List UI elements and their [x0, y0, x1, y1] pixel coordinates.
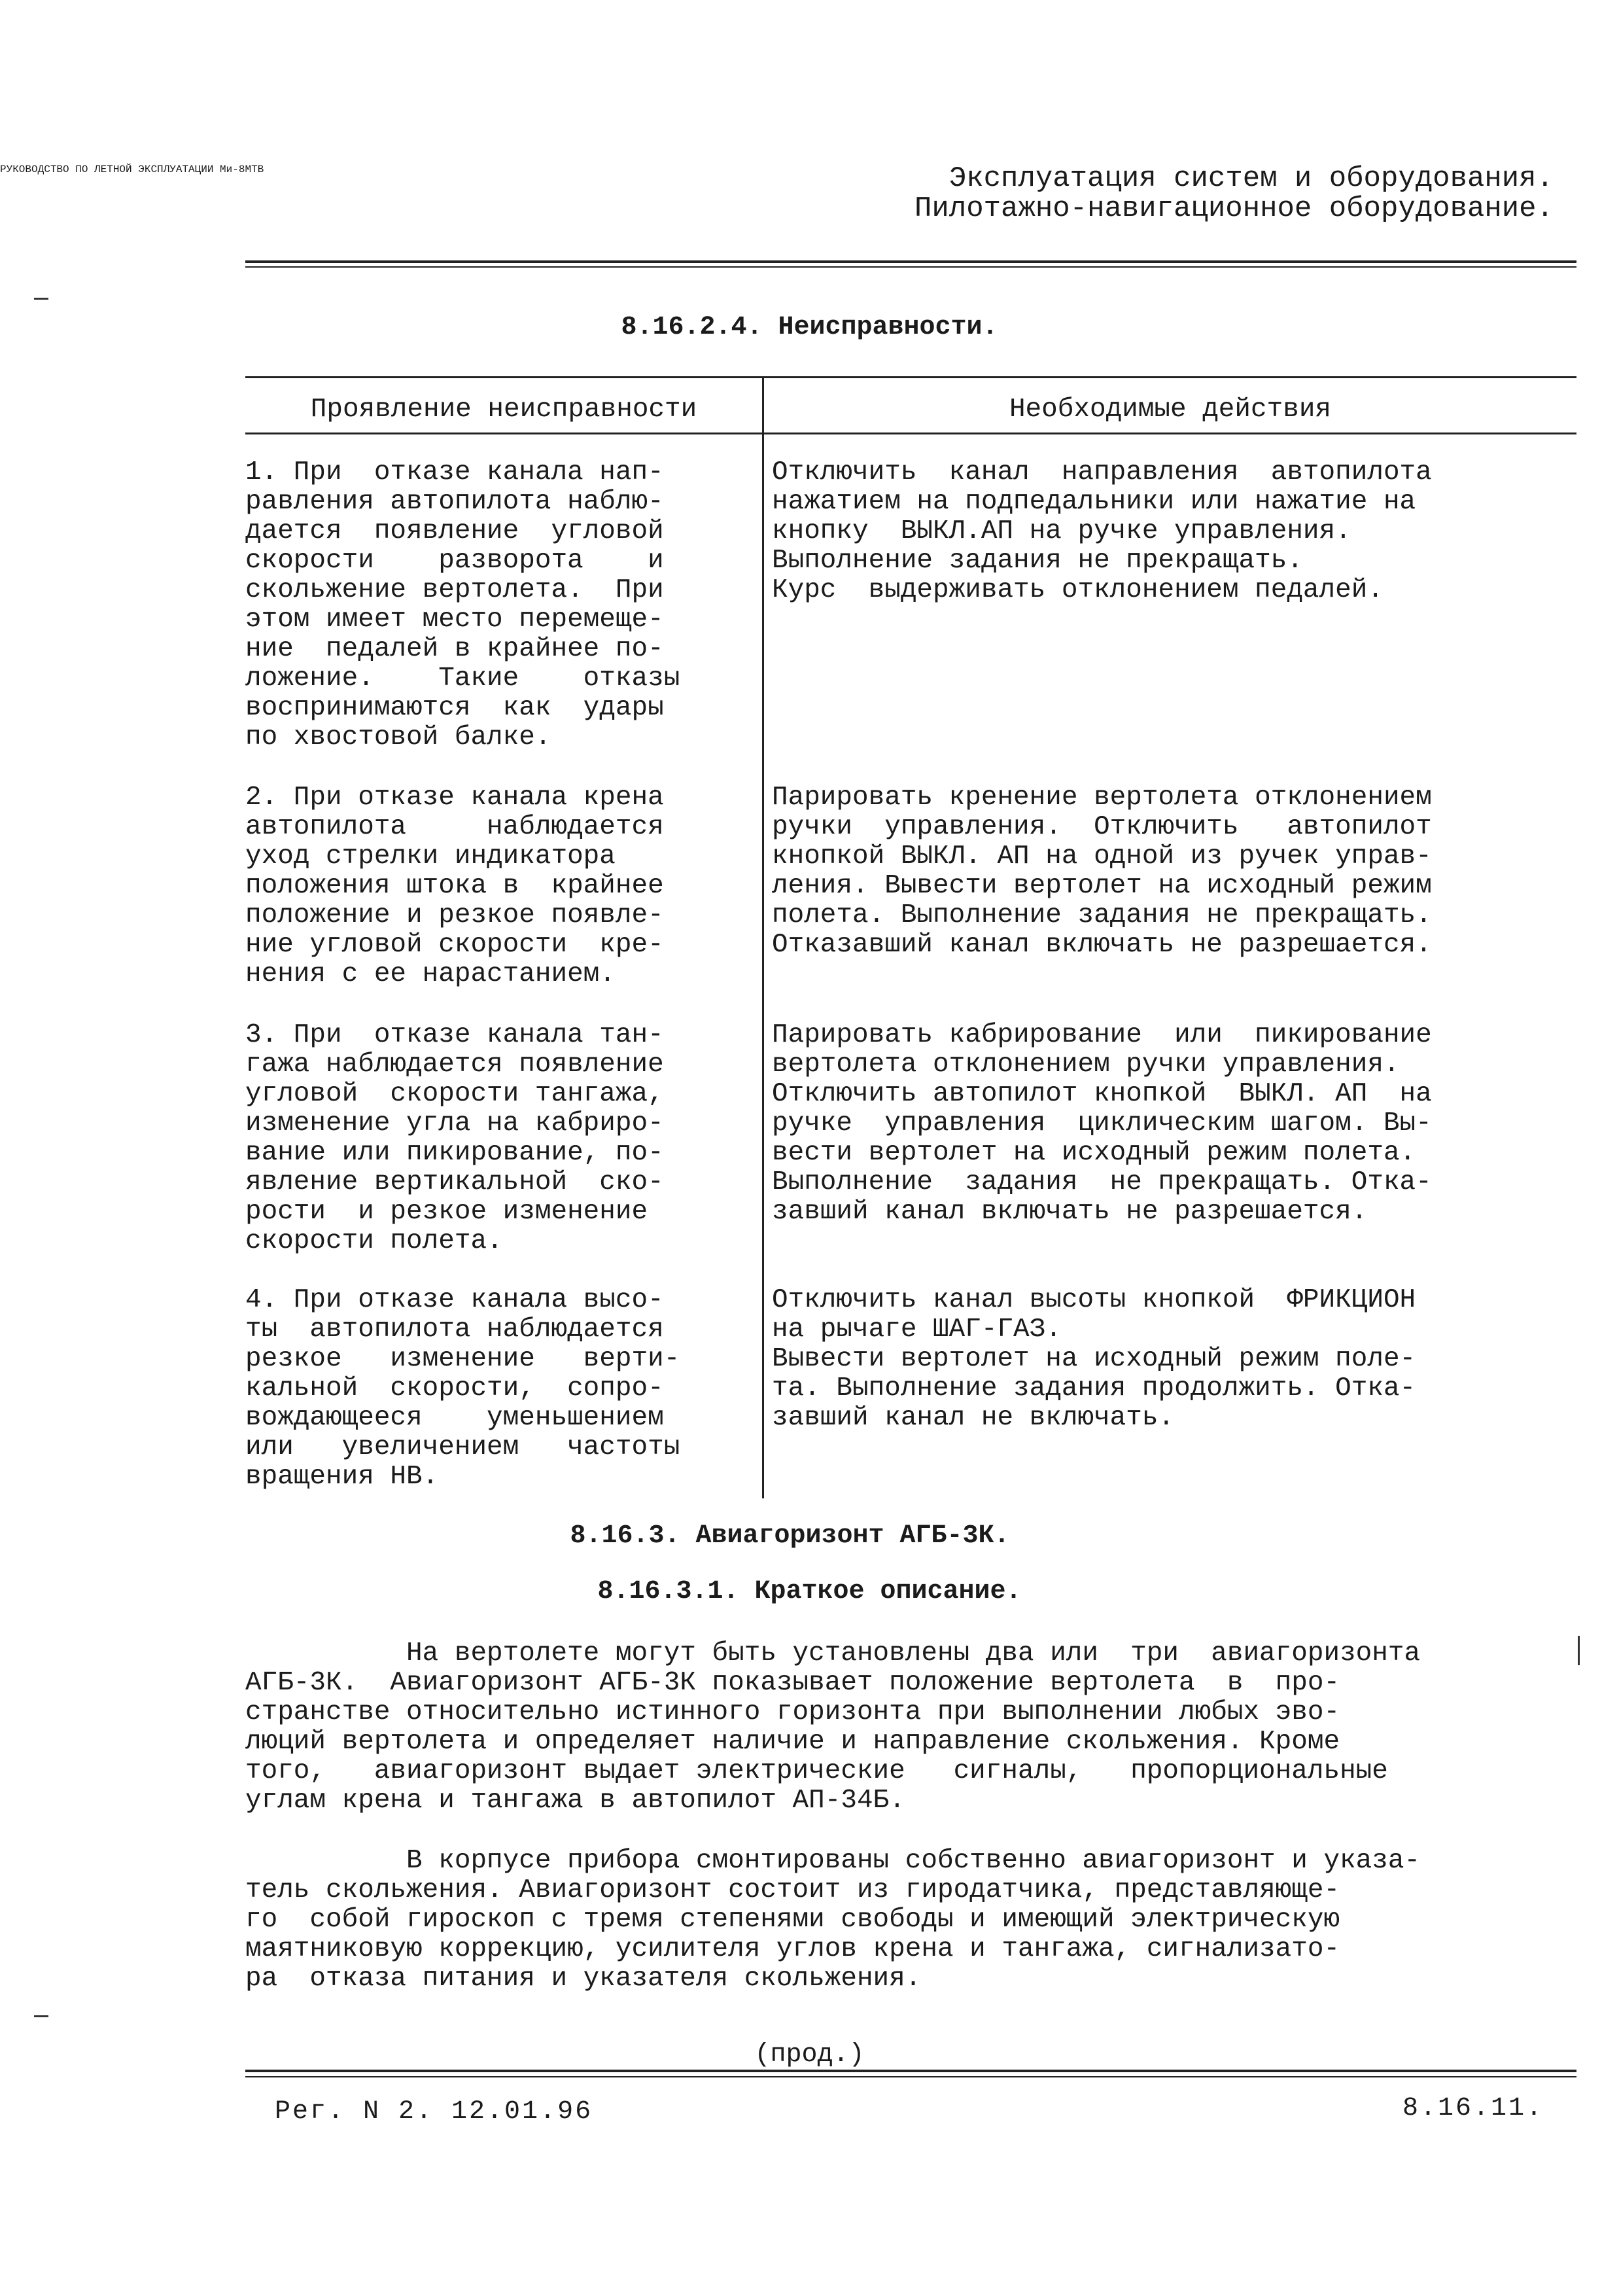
row-1-action: Отключить канал направления автопилота нажатием на подпедальники или нажатие на кнопку ВЫКЛ.АП на ручке управления. Выполнение задания не прекращать. Курс выдерживать отклонением педалей. — [772, 457, 1432, 605]
row-3-symptom: 3. При отказе канала тан- гажа наблюдается появление угловой скорости тангажа, изменение угла на кабриро- вание или пикирование, по- явление вертикальной ско- рости и резкое изменение скорости полета. — [245, 1020, 664, 1256]
row-2-action: Парировать кренение вертолета отклонением ручки управления. Отключить автопилот кнопкой ВЫКЛ. АП на одной из ручек управ- ления. Вывести вертолет на исходный режим полета. Выполнение задания не прекращать. Отказавший канал включать не разрешается. — [772, 783, 1432, 960]
table-top-border — [245, 376, 1576, 378]
footer-rule-thick — [245, 2070, 1576, 2072]
table-column-divider — [762, 376, 764, 1498]
page-number: 8.16.11. — [1402, 2094, 1544, 2123]
header-rule-thick — [245, 260, 1576, 263]
faults-table — [245, 376, 1576, 1498]
subsection-title-description: 8.16.3.1. Краткое описание. — [597, 1577, 1022, 1606]
registration-number: Рег. N 2. 12.01.96 — [275, 2097, 593, 2127]
continued-note: (прод.) — [754, 2040, 865, 2070]
header-line-1: Эксплуатация систем и оборудования. — [949, 162, 1554, 195]
manual-title: РУКОВОДСТВО ПО ЛЕТНОЙ ЭКСПЛУАТАЦИИ Ми-8МТВ — [0, 164, 264, 175]
section-title-faults: 8.16.2.4. Неисправности. — [621, 313, 998, 342]
header-line-2: Пилотажно-навигационное оборудование. — [914, 192, 1554, 225]
margin-mark — [34, 298, 48, 300]
row-2-symptom: 2. При отказе канала крена автопилота наблюдается уход стрелки индикатора положения штока в крайнее положение и резкое появле- ние угловой скорости кре- нения с ее нарастанием. — [245, 783, 664, 989]
column-header-action: Необходимые действия — [1009, 395, 1332, 425]
footer-rule-thin — [245, 2076, 1576, 2077]
column-header-symptom: Проявление неисправности — [310, 395, 697, 425]
row-1-symptom: 1. При отказе канала нап- равления автопилота наблю- дается появление угловой скорости разворота и скольжение вертолета. При этом имеет место перемеще- ние педалей в крайнее по- ложение. Такие отказы воспринимаются как удары по хвостовой балке. — [245, 457, 680, 752]
header-rule-thin — [245, 266, 1576, 268]
section-title-agb: 8.16.3. Авиагоризонт АГБ-3К. — [570, 1521, 1010, 1551]
paragraph-agb-construction: В корпусе прибора смонтированы собственно авиагоризонт и указа- тель скольжения. Авиагоризонт состоит из гиродатчика, представляюще- го собой гироскоп с тремя степенями свободы и имеющий электрическую маятниковую коррекцию, усилителя углов крена и тангажа, сигнализато- ра отказа питания и указателя скольжения. — [245, 1846, 1421, 1994]
page-header — [914, 164, 1554, 224]
table-header-border — [245, 433, 1576, 434]
margin-mark — [34, 2015, 48, 2017]
row-3-action: Парировать кабрирование или пикирование вертолета отклонением ручки управления. Отключить автопилот кнопкой ВЫКЛ. АП на ручке управления циклическим шагом. Вы- вести вертолет на исходный режим полета. Выполнение задания не прекращать. Отка- завший канал включать не разрешается. — [772, 1020, 1432, 1227]
revision-bar — [1578, 1636, 1580, 1665]
row-4-symptom: 4. При отказе канала высо- ты автопилота наблюдается резкое изменение верти- кальной скорости, сопро- вождающееся уменьшением или увеличением частоты вращения НВ. — [245, 1285, 680, 1492]
row-4-action: Отключить канал высоты кнопкой ФРИКЦИОН на рычаге ШАГ-ГАЗ. Вывести вертолет на исходный режим поле- та. Выполнение задания продолжить. Отка- завший канал не включать. — [772, 1285, 1416, 1433]
paragraph-agb-overview: На вертолете могут быть установлены два или три авиагоризонта АГБ-3К. Авиагоризонт АГБ-3К показывает положение вертолета в про- странстве относительно истинного горизонта при выполнении любых эво- люций вертолета и определяет наличие и направление скольжения. Кроме того, авиагоризонт выдает электрические сигналы, пропорциональные углам крена и тангажа в автопилот АП-34Б. — [245, 1638, 1421, 1816]
